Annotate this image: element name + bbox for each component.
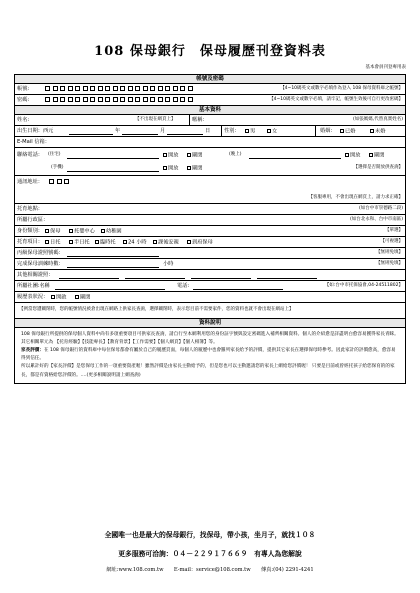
alias-label: 暱稱：	[192, 117, 208, 123]
phone-row	[15, 148, 405, 176]
desc-paragraph-3: 所以累計好的【家長評價】是您保母工作的一項重要資產喔！雖然評價是由家長主動給予的，但是您也可以主動邀請您的家長上網給您評價喔！ 只要是目前或曾經托孩子給您保育的的家長，都是有資格給您評價的。....(更多相關說明請上網查詢)	[21, 364, 395, 378]
phone-select-note: 【選擇是否開放供查詢】	[353, 165, 403, 170]
phone-label: 聯絡電話：	[17, 152, 43, 158]
hours-label: 小時	[163, 261, 174, 267]
desc-paragraph-1: 108 保母銀行所提供的保母個人資料中尚有多項重要項目可供家長查詢，請自行至本網利用您的身份証字號與設定密碼進入補齊相關資料。個人的介紹愈是詳盡明白愈容易獲得家長青睞。其它相關單元為 【托育經驗】【技能專長】【教育背景】【工作需要】【個人網頁】【個人相簿】等。	[21, 331, 399, 345]
mobile-phone-note: (手機)	[51, 165, 64, 170]
status-explanation: 【例當您遭關閉時，您的帳號情況被倉出現在網路上供家長查詢，選擇關閉時，表示您目前不需要家件，您的資料也就不會出現在網站上】	[15, 303, 405, 319]
cert-row	[15, 248, 405, 259]
cert-note: 【無則免填】	[376, 250, 403, 255]
section-basic-heading: 基本資料	[15, 106, 405, 115]
section-desc-heading: 資料說明	[15, 319, 405, 328]
schedule-option-2[interactable]: 半日托	[69, 240, 90, 246]
status-label: 履歷表狀況：	[17, 294, 49, 300]
status-row	[15, 292, 405, 303]
association-phone-label: 電話:	[177, 283, 190, 289]
account-row	[15, 84, 405, 95]
footer-phone: ０４－２２９１７６６９	[172, 550, 248, 558]
email-label: E-Mail 信箱：	[17, 139, 50, 145]
home-open-option[interactable]: 開放	[163, 153, 178, 159]
care-address-note: (如台中市崇德路二段)	[358, 206, 403, 211]
name-note: 【不出現在網頁上】	[135, 117, 176, 122]
name-label: 姓名:	[17, 117, 30, 123]
desc-body	[15, 328, 405, 383]
name-row	[15, 115, 405, 126]
gender-label: 性別：	[224, 128, 240, 134]
footer-contact: 更多服務可洽詢：０４－２２９１７６６９ 有專人為您解說	[118, 550, 302, 558]
care-address-row	[15, 204, 405, 215]
association-label: 所屬社團:名稱	[17, 283, 50, 289]
status-close-option[interactable]: 關閉	[75, 295, 90, 301]
category-label: 身份類別：	[17, 228, 43, 234]
desc-paragraph-2: 家長評價：在 108 保母銀行的資料庫中每位保母都會有屬於自己的履歷頁面，每個人的履歷中也會羅列家長給予的評價，提供其它家長在選擇保母時參考。因此家計的評價愈高，愈容易得到信任。	[21, 347, 396, 362]
district-row	[15, 215, 405, 226]
password-row	[15, 95, 405, 106]
category-option-2[interactable]: 托嬰中心	[69, 229, 95, 235]
password-note: 【4~10碼英文或數字必填，請牢記，帳號生效後可自行更改密碼】	[269, 97, 403, 102]
schedule-row	[15, 237, 405, 248]
training-label: 完成保母訓練時數：	[17, 261, 64, 267]
district-note: (如台北永和、台中市南區)	[349, 217, 403, 222]
other-cert-label: 其他相關證照：	[17, 272, 54, 278]
birth-label: 出生日期：西元	[17, 128, 54, 134]
night-open-option[interactable]: 開放	[345, 153, 360, 159]
gender-male-option[interactable]: 男	[245, 129, 255, 135]
birth-row	[15, 126, 405, 137]
home-close-option[interactable]: 關閉	[187, 153, 202, 159]
schedule-option-4[interactable]: 24 小時	[123, 240, 147, 246]
account-label: 帳號:	[17, 86, 30, 92]
night-close-option[interactable]: 關閉	[369, 153, 384, 159]
schedule-option-3[interactable]: 臨時托	[95, 240, 116, 246]
association-note: 【如:台中市托保協會,04-24511802】	[324, 283, 403, 288]
night-phone-note: (晚上)	[229, 152, 242, 157]
email-row	[15, 137, 405, 148]
category-note: 【單選】	[385, 228, 403, 233]
training-row	[15, 259, 405, 270]
registration-form	[14, 74, 406, 384]
address-note: 【客服專用，不會出現在網頁上，請力求正確】	[308, 195, 403, 200]
password-boxes[interactable]	[45, 97, 195, 103]
cert-label: 丙級保母證照號碼：	[17, 250, 64, 256]
gender-female-option[interactable]: 女	[267, 129, 277, 135]
year-label: 年	[115, 128, 121, 134]
schedule-option-1[interactable]: 日托	[45, 240, 60, 246]
district-label: 所屬行政區：	[17, 217, 49, 223]
desc-paragraph-2-lead: 家長評價：	[21, 347, 44, 353]
section-account-heading: 帳號及密碼	[15, 75, 405, 84]
marital-label: 婚姻：	[320, 128, 336, 134]
married-option[interactable]: 已婚	[340, 129, 355, 135]
address-row	[15, 176, 405, 204]
address-label: 通訊地址：	[17, 179, 43, 185]
form-subtitle: 基本會員刊登專用表	[365, 65, 406, 70]
mobile-open-option[interactable]: 開放	[163, 166, 178, 172]
unmarried-option[interactable]: 未婚	[370, 129, 385, 135]
mobile-close-option[interactable]: 關閉	[187, 166, 202, 172]
category-row	[15, 226, 405, 237]
schedule-option-6[interactable]: 到府保母	[187, 240, 213, 246]
training-note: 【無則免填】	[376, 261, 403, 266]
other-cert-row	[15, 270, 405, 281]
schedule-label: 托育項目：	[17, 239, 43, 245]
status-open-option[interactable]: 開啟	[51, 295, 66, 301]
password-label: 密碼:	[17, 97, 30, 103]
day-label: 日	[205, 128, 211, 134]
care-address-label: 托育地點：	[17, 206, 43, 212]
account-note: 【4~10碼英文或數字必填作為登入 108 保母資料庫之帳號】	[280, 86, 403, 91]
footer-slogan: 全國唯一也是最大的保母銀行，找保母，帶小孩，坐月子，就找１０８	[104, 531, 316, 539]
footer-web-info: 網址:www.108.com.tw E-mail：service@108.com.tw 傳真:(04) 2291-4241	[106, 567, 314, 573]
category-option-1[interactable]: 保母	[45, 229, 60, 235]
category-option-3[interactable]: 幼稚園	[101, 229, 122, 235]
association-row	[15, 281, 405, 292]
zipcode-boxes[interactable]	[49, 179, 72, 185]
page-title: 108 保母銀行 保母履歷刊登資料表	[94, 44, 326, 59]
home-phone-note: (住宅)	[48, 152, 61, 157]
account-boxes[interactable]	[45, 86, 195, 92]
schedule-note: 【可複選】	[380, 239, 403, 244]
schedule-option-5[interactable]: 課後安親	[153, 240, 179, 246]
month-label: 月	[160, 128, 166, 134]
alias-note: (如張媽媽,代替真實姓名)	[353, 117, 403, 122]
